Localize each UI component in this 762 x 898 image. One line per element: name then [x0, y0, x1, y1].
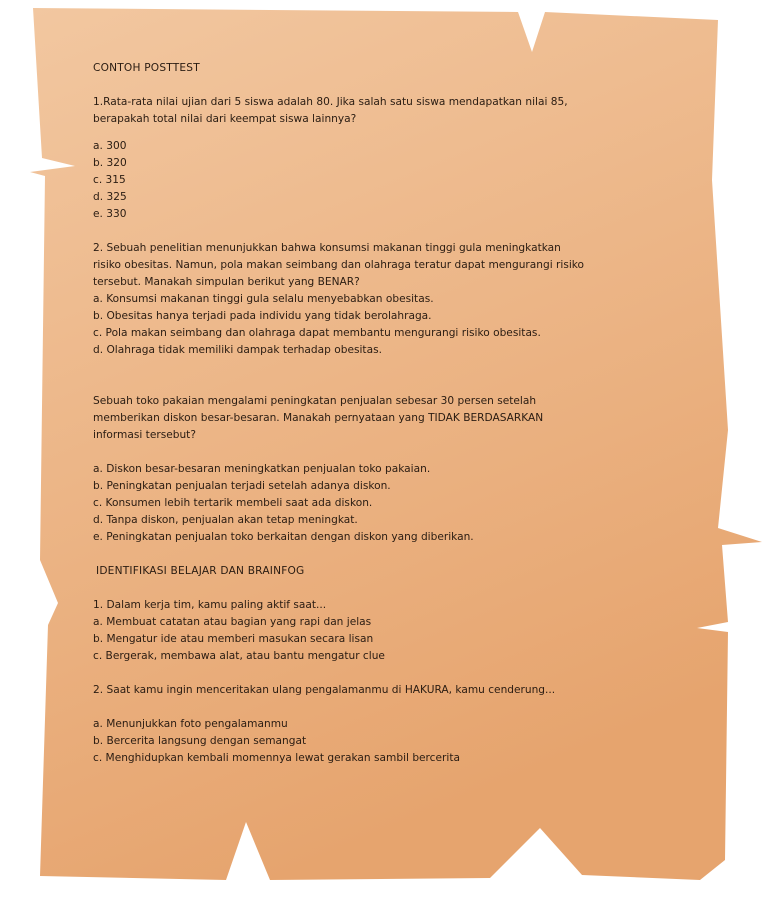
question-text-line: Sebuah toko pakaian mengalami peningkatan penjualan sebesar 30 persen setelah [93, 395, 537, 407]
question-text-line: 1. Dalam kerja tim, kamu paling aktif saat... [93, 599, 327, 611]
answer-option: c. Menghidupkan kembali momennya lewat gerakan sambil bercerita [93, 752, 460, 764]
brainfog-question-2 [93, 682, 693, 767]
answer-option: b. Obesitas hanya terjadi pada individu yang tidak berolahraga. [93, 310, 432, 322]
answer-option: d. Olahraga tidak memiliki dampak terhadap obesitas. [93, 344, 382, 356]
question-text-line: informasi tersebut? [93, 429, 196, 441]
answer-option: e. 330 [93, 208, 127, 220]
answer-option: d. Tanpa diskon, penjualan akan tetap meningkat. [93, 514, 358, 526]
question-text-line: berapakah total nilai dari keempat siswa lainnya? [93, 113, 357, 125]
question-text-line: 2. Sebuah penelitian menunjukkan bahwa konsumsi makanan tinggi gula meningkatkan [93, 242, 561, 254]
answer-option: e. Peningkatan penjualan toko berkaitan dengan diskon yang diberikan. [93, 531, 474, 543]
document-content [93, 60, 693, 767]
answer-option: a. Diskon besar-besaran meningkatkan penjualan toko pakaian. [93, 463, 431, 475]
answer-option: a. Membuat catatan atau bagian yang rapi dan jelas [93, 616, 372, 628]
brainfog-title: IDENTIFIKASI BELAJAR DAN BRAINFOG [96, 565, 305, 577]
answer-option: b. Mengatur ide atau memberi masukan secara lisan [93, 633, 374, 645]
answer-option: b. Bercerita langsung dengan semangat [93, 735, 307, 747]
question-text-line: memberikan diskon besar-besaran. Manakah pernyataan yang TIDAK BERDASARKAN [93, 412, 544, 424]
answer-option: a. Konsumsi makanan tinggi gula selalu menyebabkan obesitas. [93, 293, 434, 305]
posttest-question-2 [93, 240, 693, 359]
posttest-title: CONTOH POSTTEST [93, 62, 200, 74]
answer-option: b. Peningkatan penjualan terjadi setelah adanya diskon. [93, 480, 391, 492]
answer-option: b. 320 [93, 157, 127, 169]
brainfog-question-1 [93, 597, 693, 665]
answer-option: a. Menunjukkan foto pengalamanmu [93, 718, 288, 730]
answer-option: d. 325 [93, 191, 127, 203]
answer-option: c. 315 [93, 174, 126, 186]
answer-option: a. 300 [93, 140, 127, 152]
posttest-question-3 [93, 393, 693, 546]
question-text-line: 1.Rata-rata nilai ujian dari 5 siswa adalah 80. Jika salah satu siswa mendapatkan nilai 85, [93, 96, 568, 108]
question-text-line: tersebut. Manakah simpulan berikut yang BENAR? [93, 276, 360, 288]
posttest-question-1 [93, 94, 693, 223]
answer-option: c. Bergerak, membawa alat, atau bantu mengatur clue [93, 650, 385, 662]
question-text-line: risiko obesitas. Namun, pola makan seimbang dan olahraga teratur dapat mengurangi risiko [93, 259, 585, 271]
question-text-line: 2. Saat kamu ingin menceritakan ulang pengalamanmu di HAKURA, kamu cenderung... [93, 684, 556, 696]
answer-option: c. Konsumen lebih tertarik membeli saat ada diskon. [93, 497, 373, 509]
answer-option: c. Pola makan seimbang dan olahraga dapat membantu mengurangi risiko obesitas. [93, 327, 541, 339]
